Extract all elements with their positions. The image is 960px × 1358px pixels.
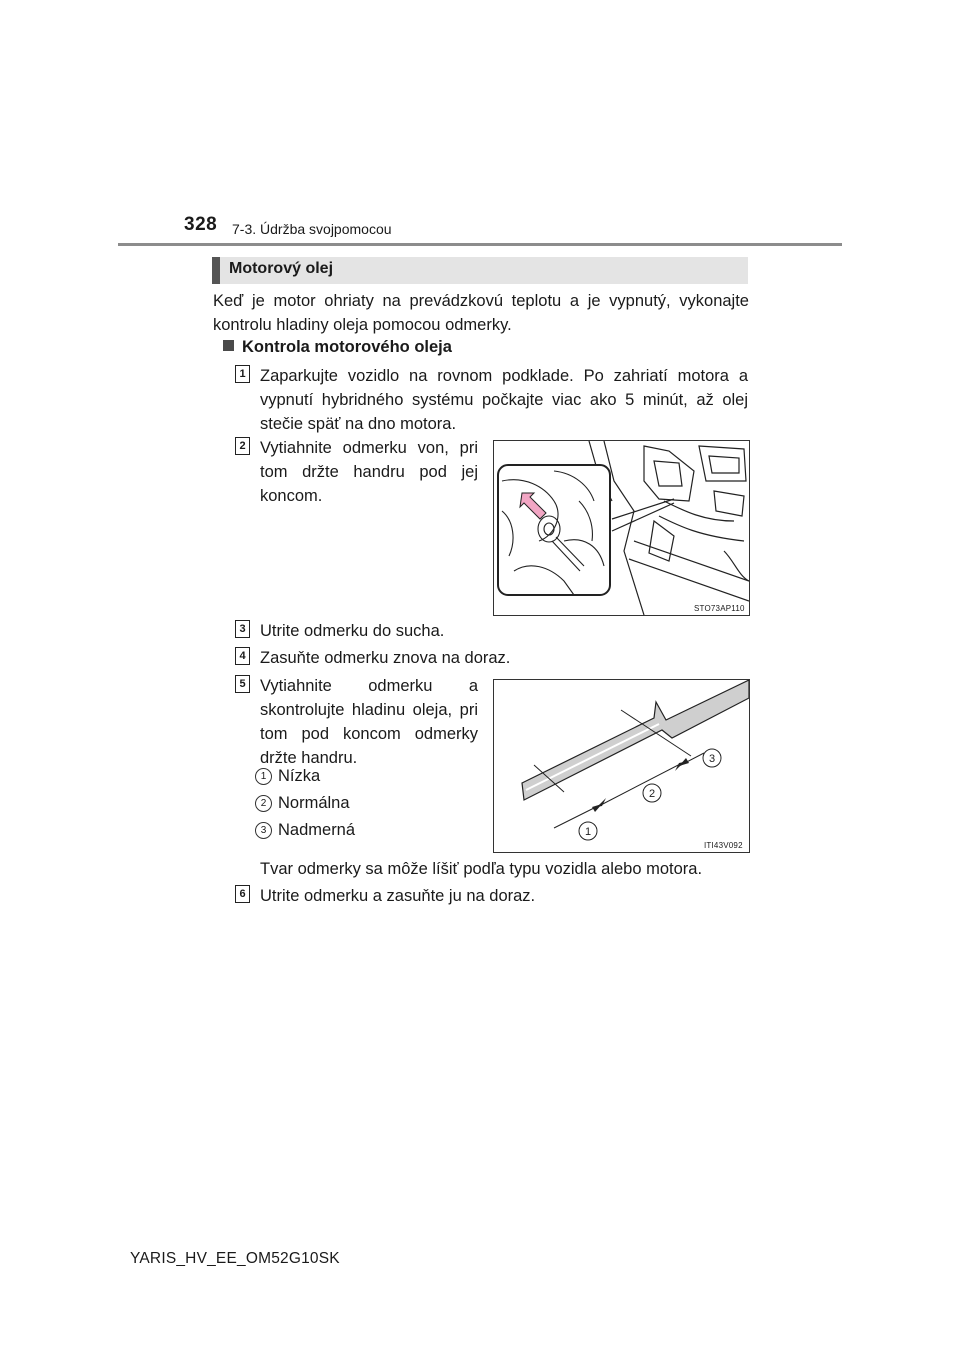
step-3-text: Utrite odmerku do sucha. bbox=[260, 622, 445, 640]
section-title: 7-3. Údržba svojpomocou bbox=[232, 221, 392, 237]
step-2-text: Vytiahnite odmerku von, pri tom držte handru pod jej koncom. bbox=[260, 439, 478, 505]
intro-paragraph: Keď je motor ohriaty na prevádzkovú teplotu a je vypnutý, vykonajte kontrolu hladiny oleja pomocou odmerky. bbox=[213, 292, 749, 334]
legend-label-excessive: Nadmerná bbox=[278, 821, 356, 839]
page-number: 328 bbox=[184, 214, 218, 235]
document-code-footer: YARIS_HV_EE_OM52G10SK bbox=[130, 1250, 340, 1267]
step-6-text: Utrite odmerku a zasuňte ju na doraz. bbox=[260, 887, 536, 905]
engine-bay-figure bbox=[493, 440, 750, 616]
section-heading-bar bbox=[212, 257, 220, 284]
step-number-4: 4 bbox=[235, 647, 250, 665]
legend-label-normal: Normálna bbox=[278, 794, 350, 812]
legend-item-low bbox=[255, 767, 320, 786]
section-heading: Motorový olej bbox=[229, 260, 334, 277]
dipstick-figure bbox=[493, 679, 750, 853]
dipstick-figure-code: ITI43V092 bbox=[704, 841, 743, 850]
step-number-5: 5 bbox=[235, 675, 250, 693]
legend-label-low: Nízka bbox=[278, 767, 321, 785]
sub-heading bbox=[223, 338, 452, 357]
circled-number-3: 3 bbox=[255, 822, 272, 839]
note-text: Tvar odmerky sa môže líšiť podľa typu vozidla alebo motora. bbox=[260, 860, 703, 878]
step-5-text: Vytiahnite odmerku a skontrolujte hladinu oleja, pri tom pod koncom odmerky držte handru. bbox=[260, 677, 478, 767]
engine-figure-code: STO73AP110 bbox=[694, 604, 745, 613]
sub-heading-text: Kontrola motorového oleja bbox=[242, 338, 452, 356]
step-number-6: 6 bbox=[235, 885, 250, 903]
engine-bay-illustration bbox=[494, 441, 749, 615]
legend-item-normal bbox=[255, 794, 350, 813]
step-1-text: Zaparkujte vozidlo na rovnom podklade. Po zahriatí motora a vypnutí hybridného systému počkajte viac ako 5 minút, až olej stečie späť na dno motora. bbox=[260, 367, 748, 433]
figure-label-1: 1 bbox=[584, 826, 592, 838]
step-number-2: 2 bbox=[235, 437, 250, 455]
dipstick-illustration bbox=[494, 680, 749, 852]
figure-label-2: 2 bbox=[648, 788, 656, 800]
figure-label-3: 3 bbox=[708, 753, 716, 765]
header-divider bbox=[118, 243, 842, 246]
step-4-text: Zasuňte odmerku znova na doraz. bbox=[260, 649, 511, 667]
legend-item-excessive bbox=[255, 821, 355, 840]
square-bullet-icon bbox=[223, 340, 234, 351]
circled-number-2: 2 bbox=[255, 795, 272, 812]
circled-number-1: 1 bbox=[255, 768, 272, 785]
step-number-3: 3 bbox=[235, 620, 250, 638]
step-number-1: 1 bbox=[235, 365, 250, 383]
